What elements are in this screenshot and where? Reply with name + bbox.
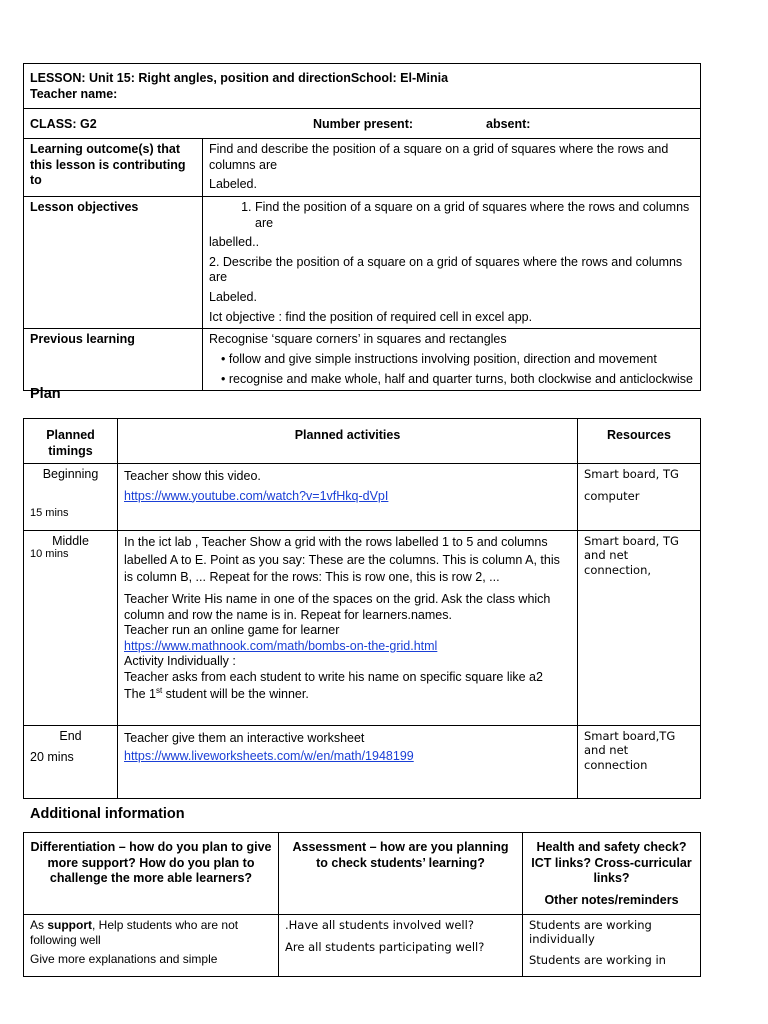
assessment-line-2: Are all students participating well? [285, 940, 485, 955]
lesson-title-cell [24, 64, 701, 109]
previous-cell [203, 329, 701, 391]
differentiation-cell [24, 915, 279, 977]
outcomes-text-2: Labeled. [209, 177, 257, 192]
winner-pre: The 1 [124, 686, 156, 701]
notes-line-2: Students are working in [529, 952, 666, 967]
previous-label: Previous learning [24, 329, 203, 391]
outcomes-cell [203, 139, 701, 197]
winner-post: student will be the winner. [162, 686, 309, 701]
mathnook-link[interactable]: https://www.mathnook.com/math/bombs-on-the-grid.html [124, 638, 438, 653]
additional-info-title: Additional information [30, 806, 185, 822]
end-time: 20 mins [30, 749, 74, 764]
assessment-header: Assessment – how are you planning to check students’ learning? [279, 833, 523, 915]
class-label: CLASS: G2 [30, 117, 97, 131]
beginning-resource-1: Smart board, TG [584, 467, 679, 481]
beginning-time: 15 mins [30, 507, 69, 519]
outcomes-label: Learning outcome(s) that this lesson is contributing to [24, 139, 203, 197]
previous-item: • recognise and make whole, half and quarter turns, both clockwise and anticlockwise [221, 372, 694, 388]
end-resource: Smart board,TG and net connection [578, 726, 701, 799]
objective-2b: Labeled. [209, 290, 257, 304]
objective-1: 1. Find the position of a square on a grid of squares where the rows and columns are [255, 200, 694, 231]
beginning-resource-2: computer [584, 489, 640, 504]
lesson-title: LESSON: Unit 15: Right angles, position and directionSchool: El-Minia [30, 71, 449, 85]
header-timings: Planned timings [24, 419, 118, 464]
objectives-label: Lesson objectives [24, 196, 203, 328]
health-safety-title: Health and safety check? ICT links? Cross-curricular links? [531, 840, 692, 886]
previous-intro: Recognise ‘square corners’ in squares and rectangles [209, 332, 507, 347]
objectives-list [209, 200, 694, 231]
support-prefix: As [30, 918, 48, 932]
winner-sup: st [155, 685, 163, 695]
number-present-label: Number present: [313, 117, 414, 131]
end-label: End [59, 729, 82, 743]
notes-cell [523, 915, 701, 977]
differentiation-header: Differentiation – how do you plan to give more support? How do you plan to challenge the more able learners? [24, 833, 279, 915]
objective-1b: labelled.. [209, 235, 260, 250]
plan-table [23, 418, 701, 799]
middle-para-2: Teacher Write His name in one of the spaces on the grid. Ask the class which column and row the name is in. Repeat for learners.names. [124, 591, 551, 622]
absent-label: absent: [486, 117, 531, 131]
beginning-text: Teacher show this video. [124, 469, 261, 483]
differentiation-line-2: Give more explanations and simple [30, 952, 218, 966]
winner-line [124, 686, 571, 703]
teacher-name-label: Teacher name: [30, 86, 118, 101]
previous-list [209, 352, 694, 387]
middle-para-3: Teacher run an online game for learner [124, 623, 340, 637]
assessment-cell [279, 915, 523, 977]
middle-resource: Smart board, TG and net connection, [578, 531, 701, 726]
other-notes-title: Other notes/reminders [544, 892, 679, 907]
beginning-activity [118, 464, 578, 531]
support-bold: support [47, 918, 93, 932]
health-safety-header [523, 833, 701, 915]
middle-para-4: Activity Individually : [124, 654, 236, 669]
objectives-cell [203, 196, 701, 328]
class-cell [24, 109, 701, 139]
plan-title: Plan [30, 386, 61, 402]
support-suffix: , Help students who are not following well [30, 918, 239, 947]
notes-line-1: Students are working individually [529, 918, 652, 947]
lesson-info-table [23, 63, 701, 391]
youtube-link[interactable]: https://www.youtube.com/watch?v=1vfHkq-dVpI [124, 488, 389, 503]
ict-objective: Ict objective : find the position of required cell in excel app. [209, 309, 533, 324]
objective-2: 2. Describe the position of a square on a grid of squares where the rows and columns are [209, 254, 683, 285]
beginning-resources [578, 464, 701, 531]
end-activity [118, 726, 578, 799]
liveworksheets-link[interactable]: https://www.liveworksheets.com/w/en/math/1948199 [124, 748, 414, 763]
additional-info-table [23, 832, 701, 977]
middle-timing [24, 531, 118, 726]
end-timing [24, 726, 118, 799]
beginning-label: Beginning [42, 467, 99, 481]
middle-time: 10 mins [30, 547, 69, 560]
differentiation-line-1 [30, 918, 272, 948]
previous-item: • follow and give simple instructions involving position, direction and movement [221, 352, 694, 368]
assessment-line-1: .Have all students involved well? [285, 918, 474, 932]
middle-label: Middle [52, 534, 89, 548]
beginning-timing [24, 464, 118, 531]
middle-activity [118, 531, 578, 726]
end-text: Teacher give them an interactive worksheet [124, 731, 365, 745]
header-activities: Planned activities [118, 419, 578, 464]
header-resources: Resources [578, 419, 701, 464]
middle-para-1: In the ict lab , Teacher Show a grid with the rows labelled 1 to 5 and columns labelled A to E. Point as you say: These are the columns. This is column A, this is column B, ... Repeat for the rows: This is row one, this is row 2, ... [124, 535, 560, 584]
outcomes-text: Find and describe the position of a square on a grid of squares where the rows and columns are [209, 142, 669, 172]
middle-para-5: Teacher asks from each student to write his name on specific square like a2 [124, 669, 543, 684]
